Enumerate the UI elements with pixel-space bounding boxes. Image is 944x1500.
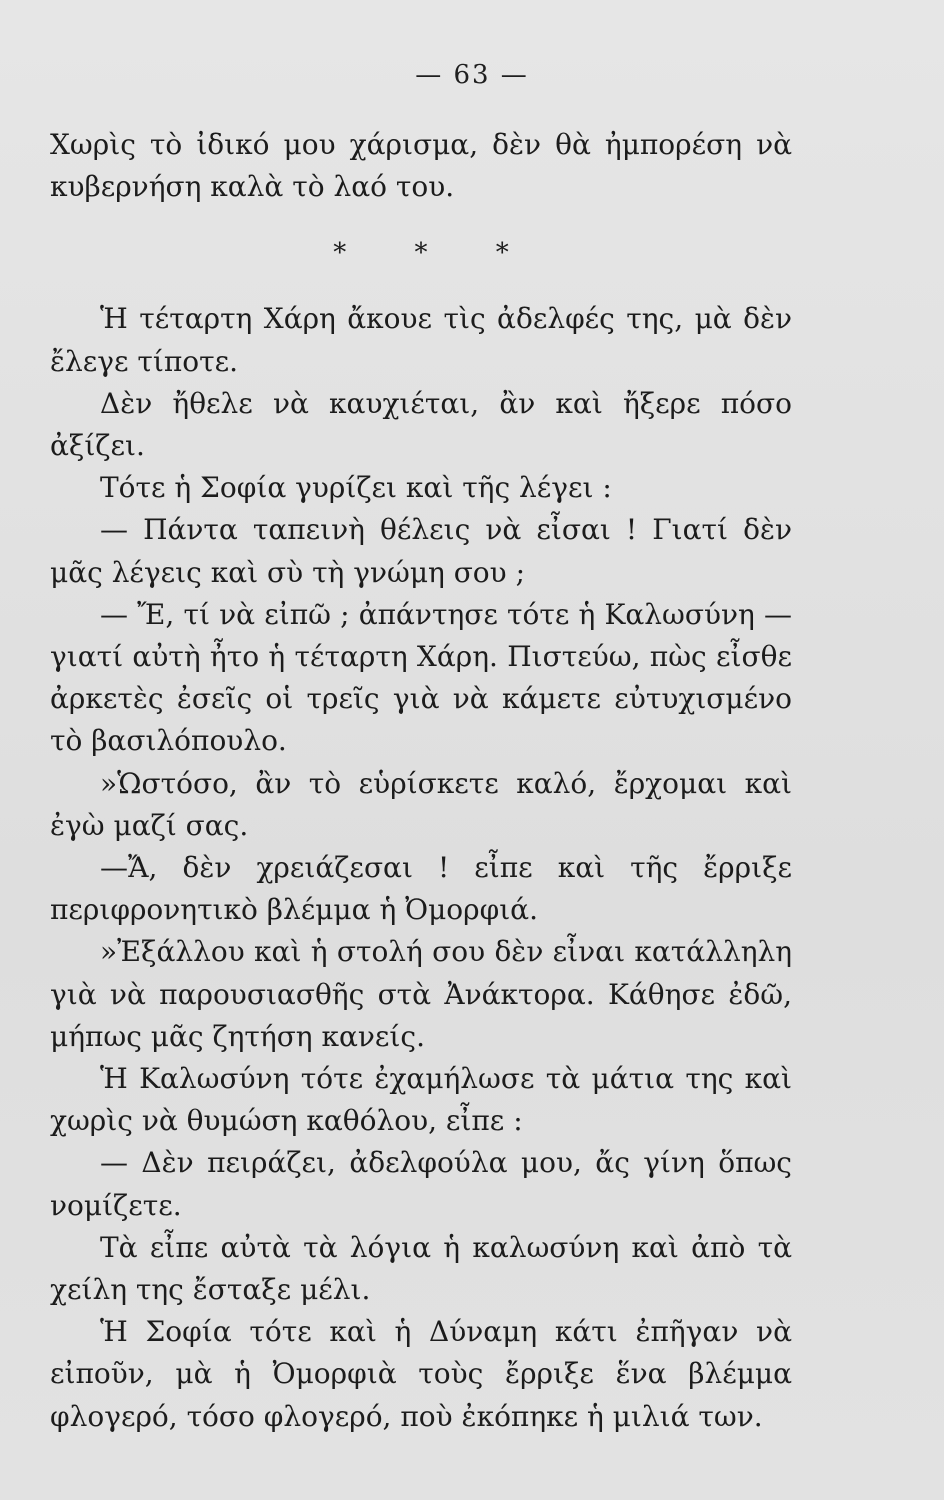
paragraph: Τὰ εἶπε αὐτὰ τὰ λόγια ἡ καλωσύνη καὶ ἀπὸ τὰ χείλη της ἔσταξε μέλι. <box>50 1230 792 1307</box>
paragraph: Τότε ἡ Σοφία γυρίζει καὶ τῆς λέγει : <box>100 471 612 505</box>
paragraph: Ἡ τέταρτη Χάρη ἄκουε τὶς ἀδελφές της, μὰ δὲν ἔλεγε τίποτε. <box>50 302 792 378</box>
paragraph: »Ἐξάλλου καὶ ἡ στολή σου δὲν εἶναι κατάλληλη γιὰ νὰ παρουσιασθῆς στὰ Ἀνάκτορα. Κάθησε ἐδῶ, μήπως μᾶς ζητήση κανείς. <box>50 935 792 1053</box>
paragraph: Δὲν ἤθελε νὰ καυχιέται, ἂν καὶ ἤξερε πόσο ἀξίζει. <box>50 386 792 463</box>
paragraph: Ἡ Σοφία τότε καὶ ἡ Δύναμη κάτι ἐπῆγαν νὰ εἰποῦν, μὰ ἡ Ὀμορφιὰ τοὺς ἔρριξε ἕνα βλέμμα φλογερό, τόσο φλογερό, ποὺ ἐκόπηκε ἡ μιλιά των. <box>50 1315 792 1433</box>
paragraph: — Δὲν πειράζει, ἀδελφούλα μου, ἄς γίνη ὅπως νομίζετε. <box>50 1146 792 1222</box>
paragraph: Ἡ Καλωσύνη τότε ἐχαμήλωσε τὰ μάτια της καὶ χωρὶς νὰ θυμώση καθόλου, εἶπε : <box>50 1062 792 1138</box>
paragraph: — Πάντα ταπεινὴ θέλεις νὰ εἶσαι ! Γιατί δὲν μᾶς λέγεις καὶ σὺ τὴ γνώμη σου ; <box>50 513 792 589</box>
page-number: — 63 — <box>415 60 529 90</box>
section-separator: * * * <box>333 238 539 269</box>
paragraph: — Ἔ, τί νὰ εἰπῶ ; ἀπάντησε τότε ἡ Καλωσύνη —γιατί αὐτὴ ἦτο ἡ τέταρτη Χάρη. Πιστεύω, πὼς εἶσθε ἀρκετὲς ἐσεῖς οἱ τρεῖς γιὰ νὰ κάμετε εὐτυχισμένο τὸ βασιλόπουλο. <box>50 597 792 758</box>
paragraph: »Ὡστόσο, ἂν τὸ εὑρίσκετε καλό, ἔρχομαι καὶ ἐγὼ μαζί σας. <box>50 766 792 842</box>
paragraph: —Ἄ, δὲν χρειάζεσαι ! εἶπε καὶ τῆς ἔρριξε περιφρονητικὸ βλέμμα ἡ Ὀμορφιά. <box>50 851 792 927</box>
paragraph: Χωρὶς τὸ ἰδικό μου χάρισμα, δὲν θὰ ἠμπορέση νὰ κυβερνήση καλὰ τὸ λαό του. <box>50 128 792 204</box>
page-text <box>50 124 792 1438</box>
